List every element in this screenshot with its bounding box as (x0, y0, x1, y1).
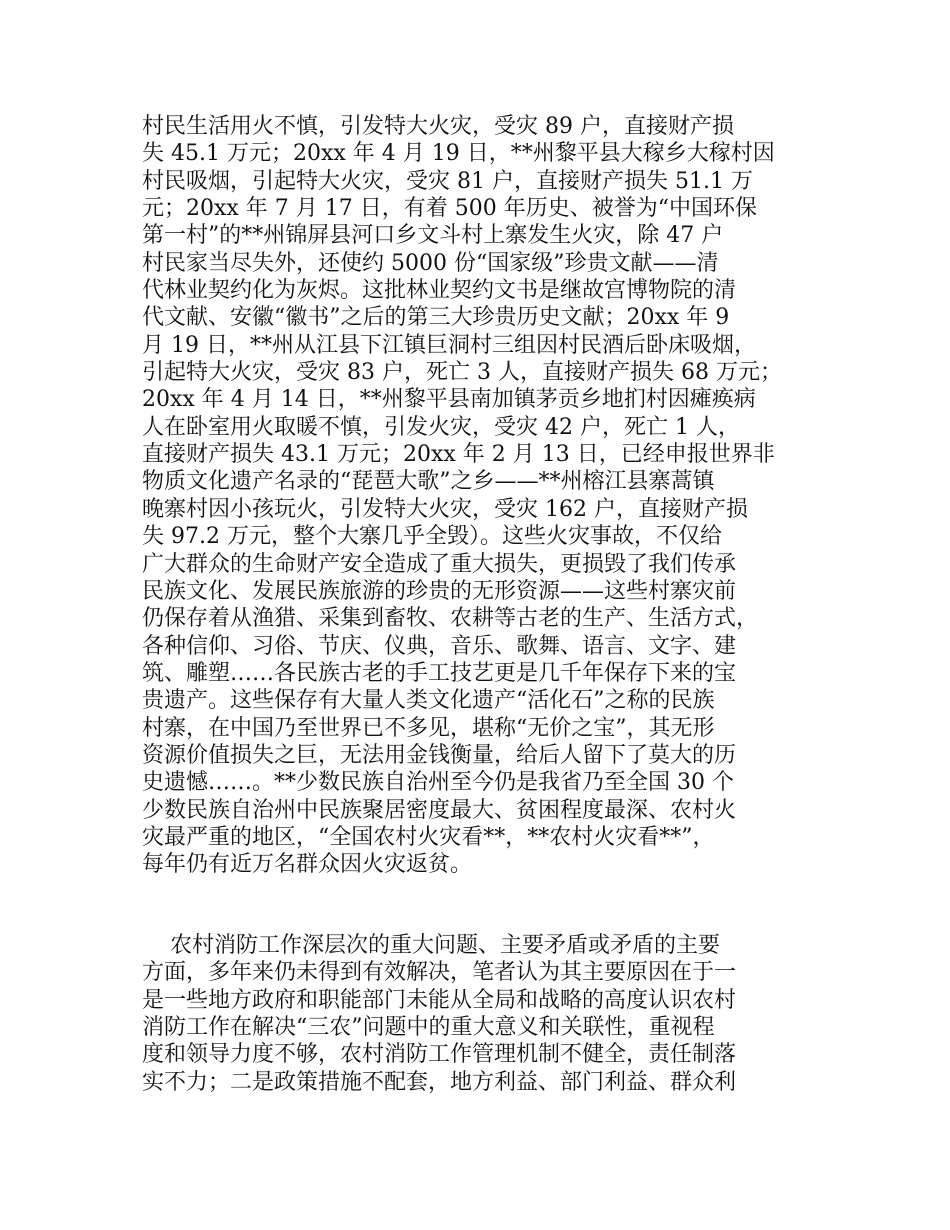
paragraph-fire-incidents (142, 113, 832, 879)
text-line: 月 19 日，**州从江县下江镇巨洞村三组因村民酒后卧床吸烟， (142, 332, 756, 358)
text-line: 村民家当尽失外，还使约 5000 份“国家级”珍贵文献——清 (142, 250, 719, 276)
text-line: 方面，多年来仍未得到有效解决，笔者认为其主要原因在于一 (142, 960, 737, 986)
text-line: 物质文化遗产名录的“琵琶大歌”之乡——**州榕江县寨蒿镇 (142, 469, 715, 495)
text-line: 元；20xx 年 7 月 17 日，有着 500 年历史、被誉为“中国环保 (142, 196, 757, 222)
text-line: 失 97.2 万元，整个大寨几乎全毁）。这些火灾事故，不仅给 (142, 524, 722, 550)
text-line: 农村消防工作深层次的重大问题、主要矛盾或矛盾的主要 (142, 933, 720, 958)
text-line: 晚寨村因小孩玩火，引发特大火灾，受灾 162 户，直接财产损 (142, 496, 748, 522)
text-line: 各种信仰、习俗、节庆、仪典，音乐、歌舞、语言、文字、建 (142, 633, 737, 659)
text-line: 村民生活用火不慎，引发特大火灾，受灾 89 户，直接财产损 (142, 114, 734, 139)
text-line: 第一村”的**州锦屏县河口乡文斗村上寨发生火灾，除 47 户 (142, 223, 724, 249)
text-line: 代文献、安徽“徽书”之后的第三大珍贵历史文献；20xx 年 9 (142, 305, 730, 331)
text-line: 是一些地方政府和职能部门未能从全局和战略的高度认识农村 (142, 987, 737, 1013)
text-line: 消防工作在解决“三农”问题中的重大意义和关联性，重视程 (142, 1015, 715, 1041)
text-line: 直接财产损失 43.1 万元；20xx 年 2 月 13 日，已经申报世界非 (142, 442, 775, 468)
text-line: 实不力；二是政策措施不配套，地方利益、部门利益、群众利 (142, 1069, 737, 1095)
text-line: 民族文化、发展民族旅游的珍贵的无形资源——这些村寨灾前 (142, 578, 737, 604)
text-line: 仍保存着从渔猎、采集到畜牧、农耕等古老的生产、生活方式， (142, 606, 759, 632)
text-line: 筑、雕塑……各民族古老的手工技艺更是几千年保存下来的宝 (142, 660, 737, 686)
text-line: 灾最严重的地区，“全国农村火灾看**，**农村火灾看**”， (142, 824, 715, 850)
text-line: 每年仍有近万名群众因火灾返贫。 (142, 852, 473, 878)
text-line: 引起特大火灾，受灾 83 户，死亡 3 人，直接财产损失 68 万元； (142, 360, 782, 386)
paragraph-main-problems (142, 932, 832, 1096)
text-line: 20xx 年 4 月 14 日，**州黎平县南加镇茅贡乡地扪村因瘫痪病 (142, 387, 756, 413)
text-line: 失 45.1 万元；20xx 年 4 月 19 日，**州黎平县大稼乡大稼村因 (142, 141, 775, 167)
text-line: 人在卧室用火取暖不慎，引发火灾，受灾 42 户，死亡 1 人， (142, 414, 740, 440)
text-line: 史遗憾……。**少数民族自治州至今仍是我省乃至全国 30 个 (142, 770, 734, 796)
text-line: 广大群众的生命财产安全造成了重大损失，更损毁了我们传承 (142, 551, 737, 577)
text-line: 村寨，在中国乃至世界已不多见，堪称“无价之宝”，其无形 (142, 715, 715, 741)
text-line: 度和领导力度不够，农村消防工作管理机制不健全，责任制落 (142, 1042, 737, 1068)
text-line: 村民吸烟，引起特大火灾，受灾 81 户，直接财产损失 51.1 万 (142, 168, 753, 194)
text-line: 代林业契约化为灰烬。这批林业契约文书是继故宫博物院的清 (142, 278, 737, 304)
text-line: 少数民族自治州中民族聚居密度最大、贫困程度最深、农村火 (142, 797, 737, 823)
text-line: 资源价值损失之巨，无法用金钱衡量，给后人留下了莫大的历 (142, 742, 737, 768)
text-line: 贵遗产。这些保存有大量人类文化遗产“活化石”之称的民族 (142, 688, 715, 714)
